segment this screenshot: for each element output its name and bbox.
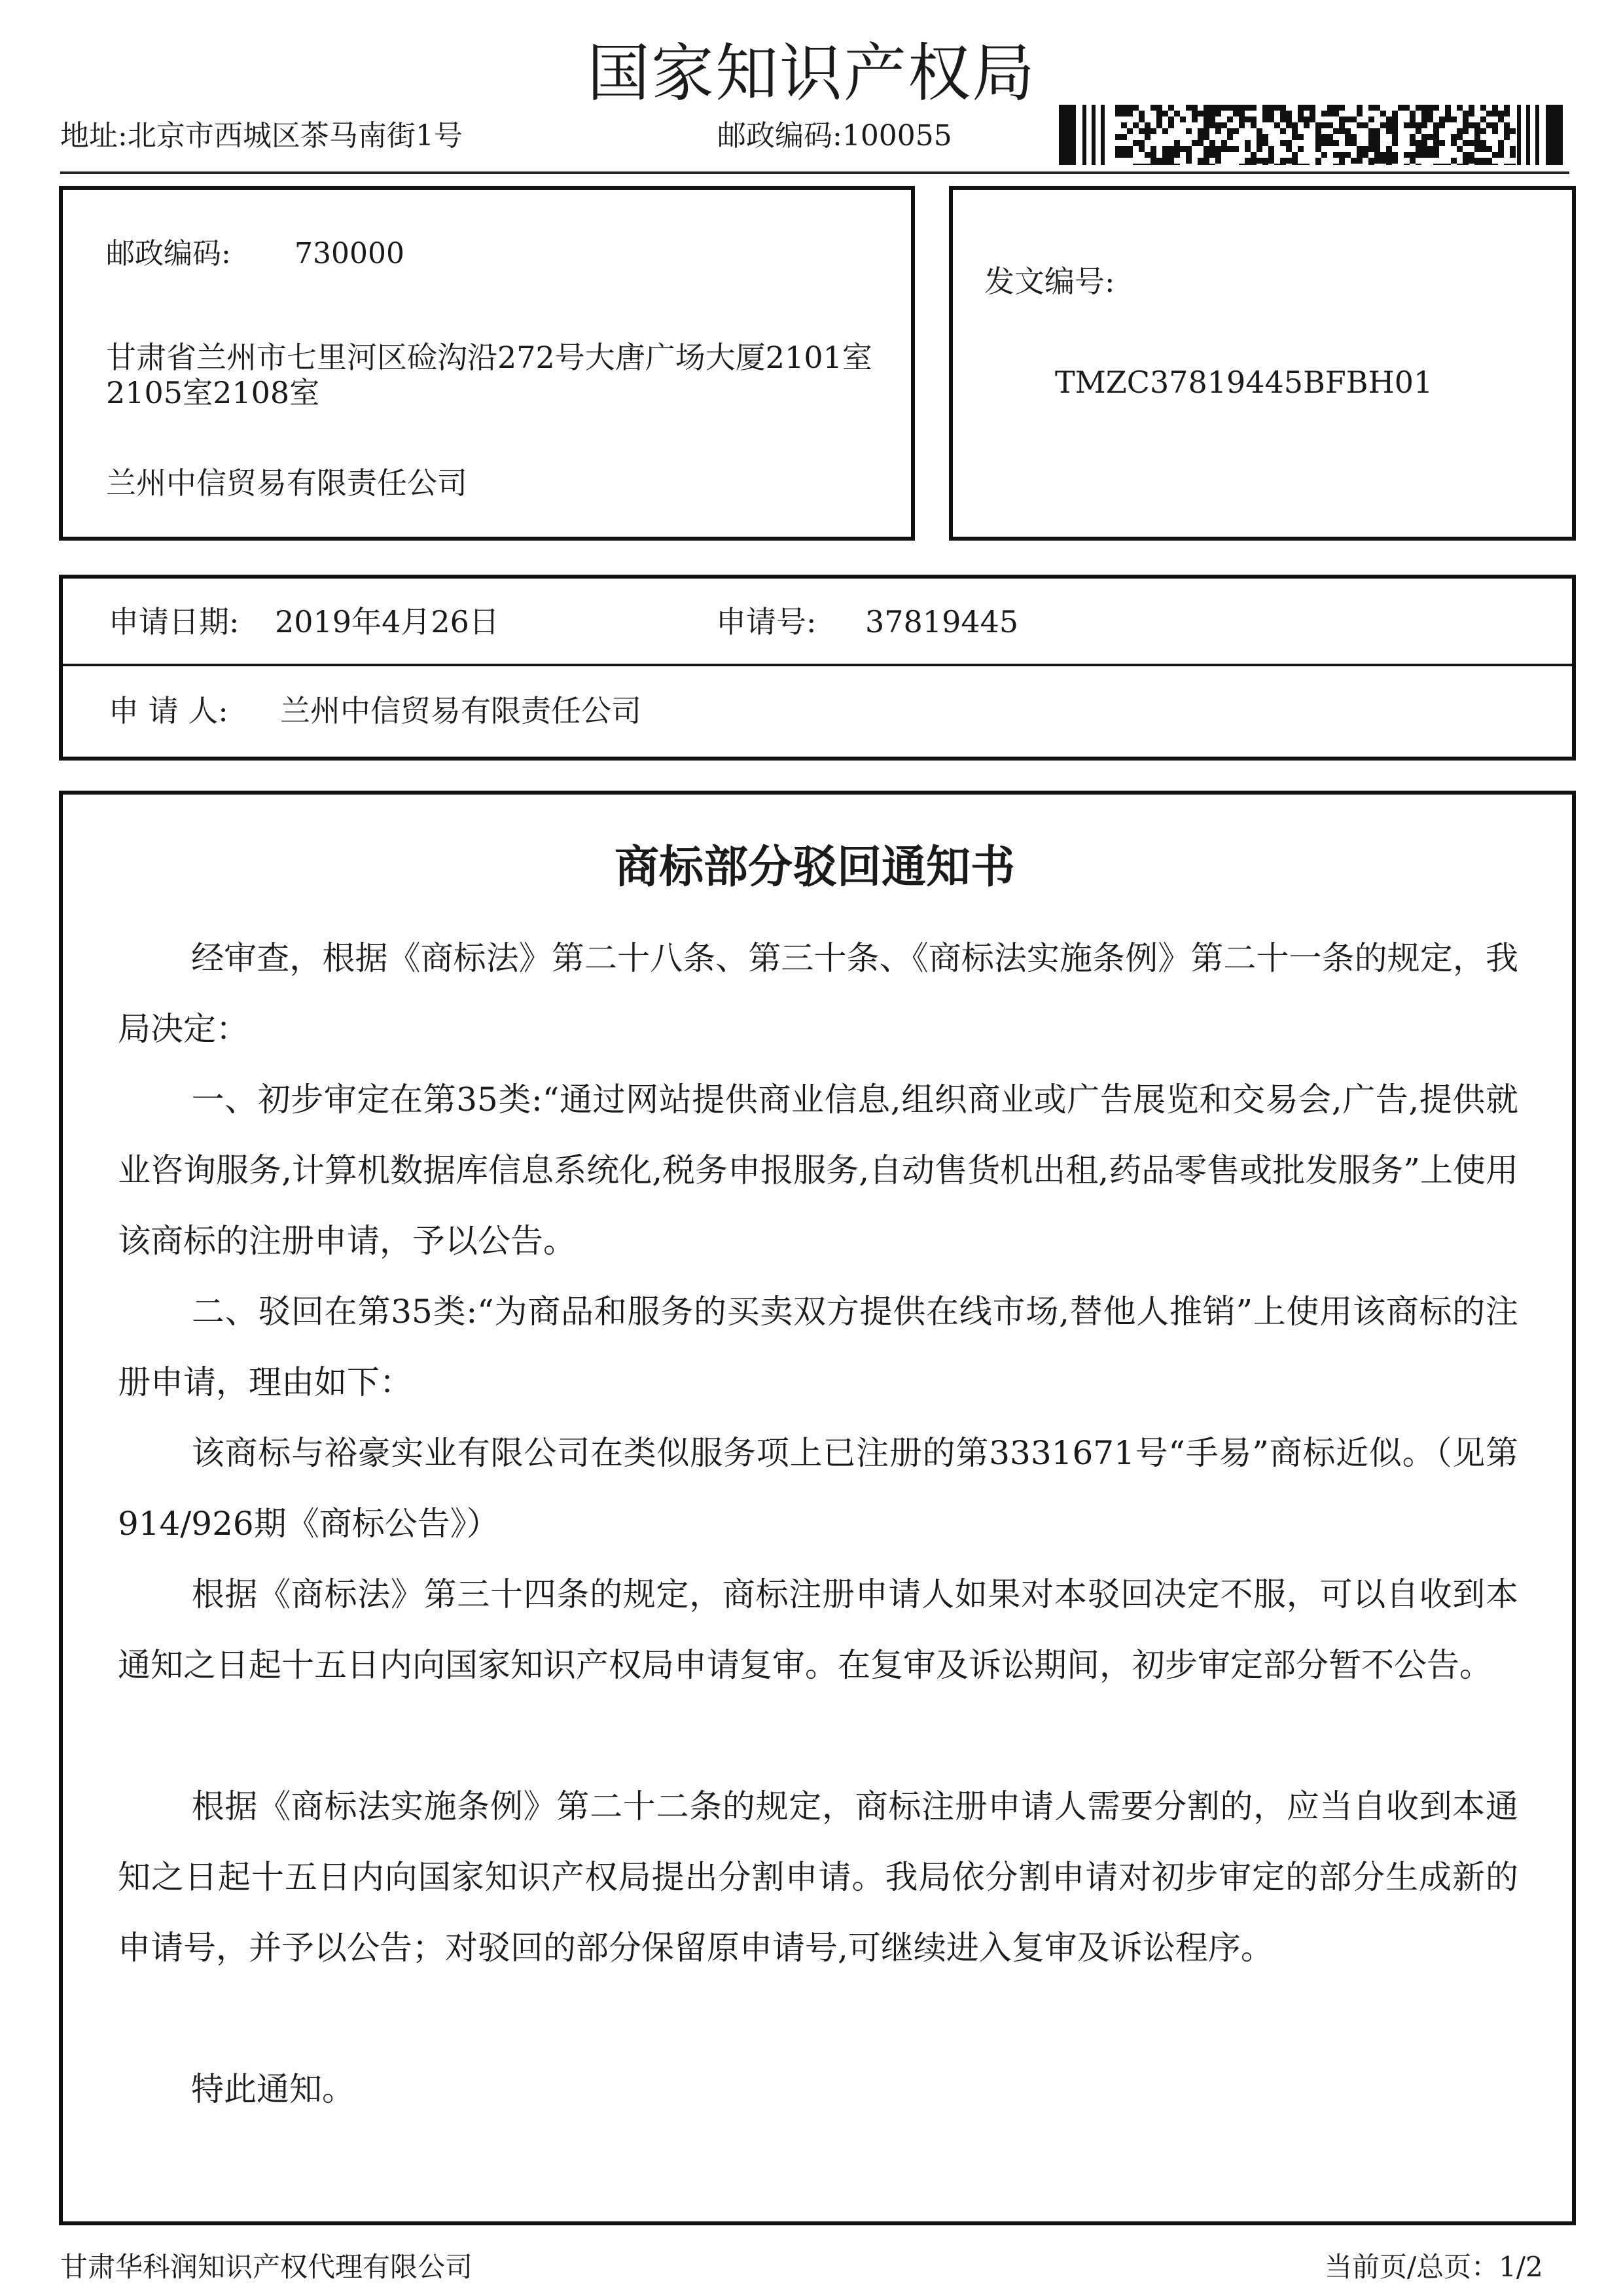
notice-paragraph-5: 根据《商标法》第三十四条的规定，商标注册申请人如果对本驳回决定不服，可以自收到本通知之日起十五日内向国家知识产权局申请复审。在复审及诉讼期间，初步审定部分暂不公告。 (118, 1575, 1518, 1684)
doc-number-value: TMZC37819445BFBH01 (1055, 365, 1433, 400)
barcode (1059, 105, 1563, 165)
issuer-postcode: 邮政编码:100055 (717, 119, 952, 152)
doc-number-box (949, 186, 1576, 541)
notice-paragraph-3: 二、驳回在第35类:“为商品和服务的买卖双方提供在线市场,替他人推销”上使用该商标的注册申请，理由如下： (118, 1293, 1518, 1401)
application-date-value: 2019年4月26日 (275, 604, 499, 639)
notice-paragraph-6: 根据《商标法实施条例》第二十二条的规定，商标注册申请人需要分割的，应当自收到本通知之日起十五日内向国家知识产权局提出分割申请。我局依分割申请对初步审定的部分生成新的申请号，并予以公告；对驳回的部分保留原申请号,可继续进入复审及诉讼程序。 (118, 1787, 1518, 1967)
recipient-address-line1: 甘肃省兰州市七里河区硷沟沿272号大唐广场大厦2101室 (106, 340, 872, 375)
footer-agency: 甘肃华科润知识产权代理有限公司 (60, 2251, 473, 2283)
application-number-value: 37819445 (865, 604, 1019, 639)
applicant-value: 兰州中信贸易有限责任公司 (280, 693, 641, 728)
notice-paragraph-4: 该商标与裕豪实业有限公司在类似服务项上已注册的第3331671号“手易”商标近似。（见第914/926期《商标公告》） (118, 1434, 1518, 1543)
doc-number-label: 发文编号: (984, 264, 1115, 299)
notice-paragraph-1: 经审查，根据《商标法》第二十八条、第三十条、《商标法实施条例》第二十一条的规定，我局决定： (118, 939, 1518, 1048)
application-row-divider (63, 664, 1572, 666)
application-date-label: 申请日期: (109, 604, 240, 639)
recipient-postcode-label: 邮政编码: (106, 237, 231, 270)
notice-title: 商标部分驳回通知书 (614, 841, 1015, 893)
issuer-title: 国家知识产权局 (587, 37, 1036, 110)
notice-paragraph-2: 一、初步审定在第35类:“通过网站提供商业信息,组织商业或广告展览和交易会,广告,提供就业咨询服务,计算机数据库信息系统化,税务申报服务,自动售货机出租,药品零售或批发服务”上使用该商标的注册申请，予以公告。 (118, 1081, 1518, 1260)
application-box (59, 575, 1576, 761)
issuer-address: 地址:北京市西城区茶马南街1号 (60, 119, 463, 152)
notice-paragraph-7: 特此通知。 (191, 2070, 355, 2108)
recipient-address-line2: 2105室2108室 (106, 375, 320, 410)
footer-page-number: 当前页/总页：1/2 (1325, 2251, 1543, 2283)
applicant-label: 申 请 人: (109, 693, 228, 728)
header-divider (60, 171, 1569, 174)
recipient-postcode-value: 730000 (294, 237, 404, 270)
application-number-label: 申请号: (716, 604, 817, 639)
recipient-box (59, 186, 915, 541)
recipient-company: 兰州中信贸易有限责任公司 (106, 465, 467, 501)
